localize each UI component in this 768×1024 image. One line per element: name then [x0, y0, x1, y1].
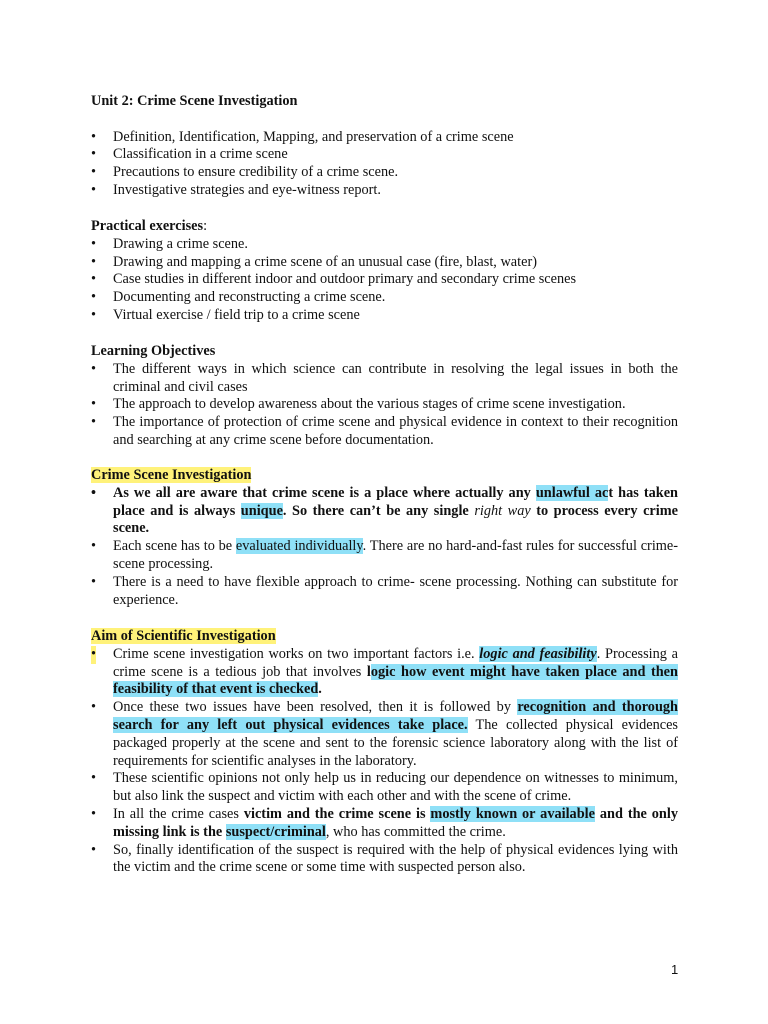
list-item: • Definition, Identification, Mapping, and preservation of a crime scene: [91, 129, 678, 147]
practical-section: [91, 218, 678, 325]
list-item: • Investigative strategies and eye-witness report.: [91, 182, 678, 200]
objectives-heading: Learning Objectives: [91, 343, 216, 359]
objectives-section: [91, 343, 678, 450]
csi-list: [91, 485, 678, 610]
list-item: • The approach to develop awareness about the various stages of crime scene investigation.: [91, 396, 678, 414]
list-item: • Documenting and reconstructing a crime scene.: [91, 289, 678, 307]
list-item: • In all the crime cases victim and the crime scene is mostly known or available and the only missing link is the suspect/criminal, who has committed the crime.: [91, 806, 678, 842]
list-item: • As we all are aware that crime scene is a place where actually any unlawful act has taken place and is always unique. So there can’t be any single right way to process every crime scene.: [91, 485, 678, 538]
list-item: • So, finally identification of the suspect is required with the help of physical evidences lying with the victim and the crime scene or some time with suspected person also.: [91, 842, 678, 878]
unit-title: Unit 2: Crime Scene Investigation: [91, 93, 298, 109]
list-item: • Drawing a crime scene.: [91, 236, 678, 254]
list-item: • Once these two issues have been resolved, then it is followed by recognition and thorough search for any left out physical evidences take place. The collected physical evidences packaged properly at the scene and sent to the forensic science laboratory along with the list of requirements for scientific analyses in the laboratory.: [91, 699, 678, 770]
list-item: • The different ways in which science can contribute in resolving the legal issues in both the criminal and civil cases: [91, 361, 678, 397]
page-number: 1: [671, 962, 679, 977]
list-item: • Case studies in different indoor and outdoor primary and secondary crime scenes: [91, 271, 678, 289]
aim-section: [91, 628, 678, 877]
practical-heading: Practical exercises:: [91, 218, 208, 234]
practical-list: [91, 236, 678, 325]
list-item: • Drawing and mapping a crime scene of an unusual case (fire, blast, water): [91, 254, 678, 272]
list-item: • Precautions to ensure credibility of a crime scene.: [91, 164, 678, 182]
csi-section: [91, 467, 678, 609]
list-item: • The importance of protection of crime scene and physical evidence in context to their recognition and searching at any crime scene before documentation.: [91, 414, 678, 450]
list-item: • Virtual exercise / field trip to a crime scene: [91, 307, 678, 325]
list-item: • There is a need to have flexible approach to crime- scene processing. Nothing can substitute for experience.: [91, 574, 678, 610]
objectives-list: [91, 361, 678, 450]
csi-heading: Crime Scene Investigation: [91, 467, 252, 483]
unit-list: [91, 129, 678, 200]
list-item: • Crime scene investigation works on two important factors i.e. logic and feasibility. Processing a crime scene is a tedious job that involves logic how event might have taken place and then feasibility of that event is checked.: [91, 646, 678, 699]
list-item: • Each scene has to be evaluated individually. There are no hard-and-fast rules for successful crime-scene processing.: [91, 538, 678, 574]
aim-list: [91, 646, 678, 877]
list-item: • Classification in a crime scene: [91, 146, 678, 164]
list-item: • These scientific opinions not only help us in reducing our dependence on witnesses to minimum, but also link the suspect and victim with each other and with the scene of crime.: [91, 770, 678, 806]
aim-heading: Aim of Scientific Investigation: [91, 628, 276, 644]
unit-section: [91, 93, 678, 200]
